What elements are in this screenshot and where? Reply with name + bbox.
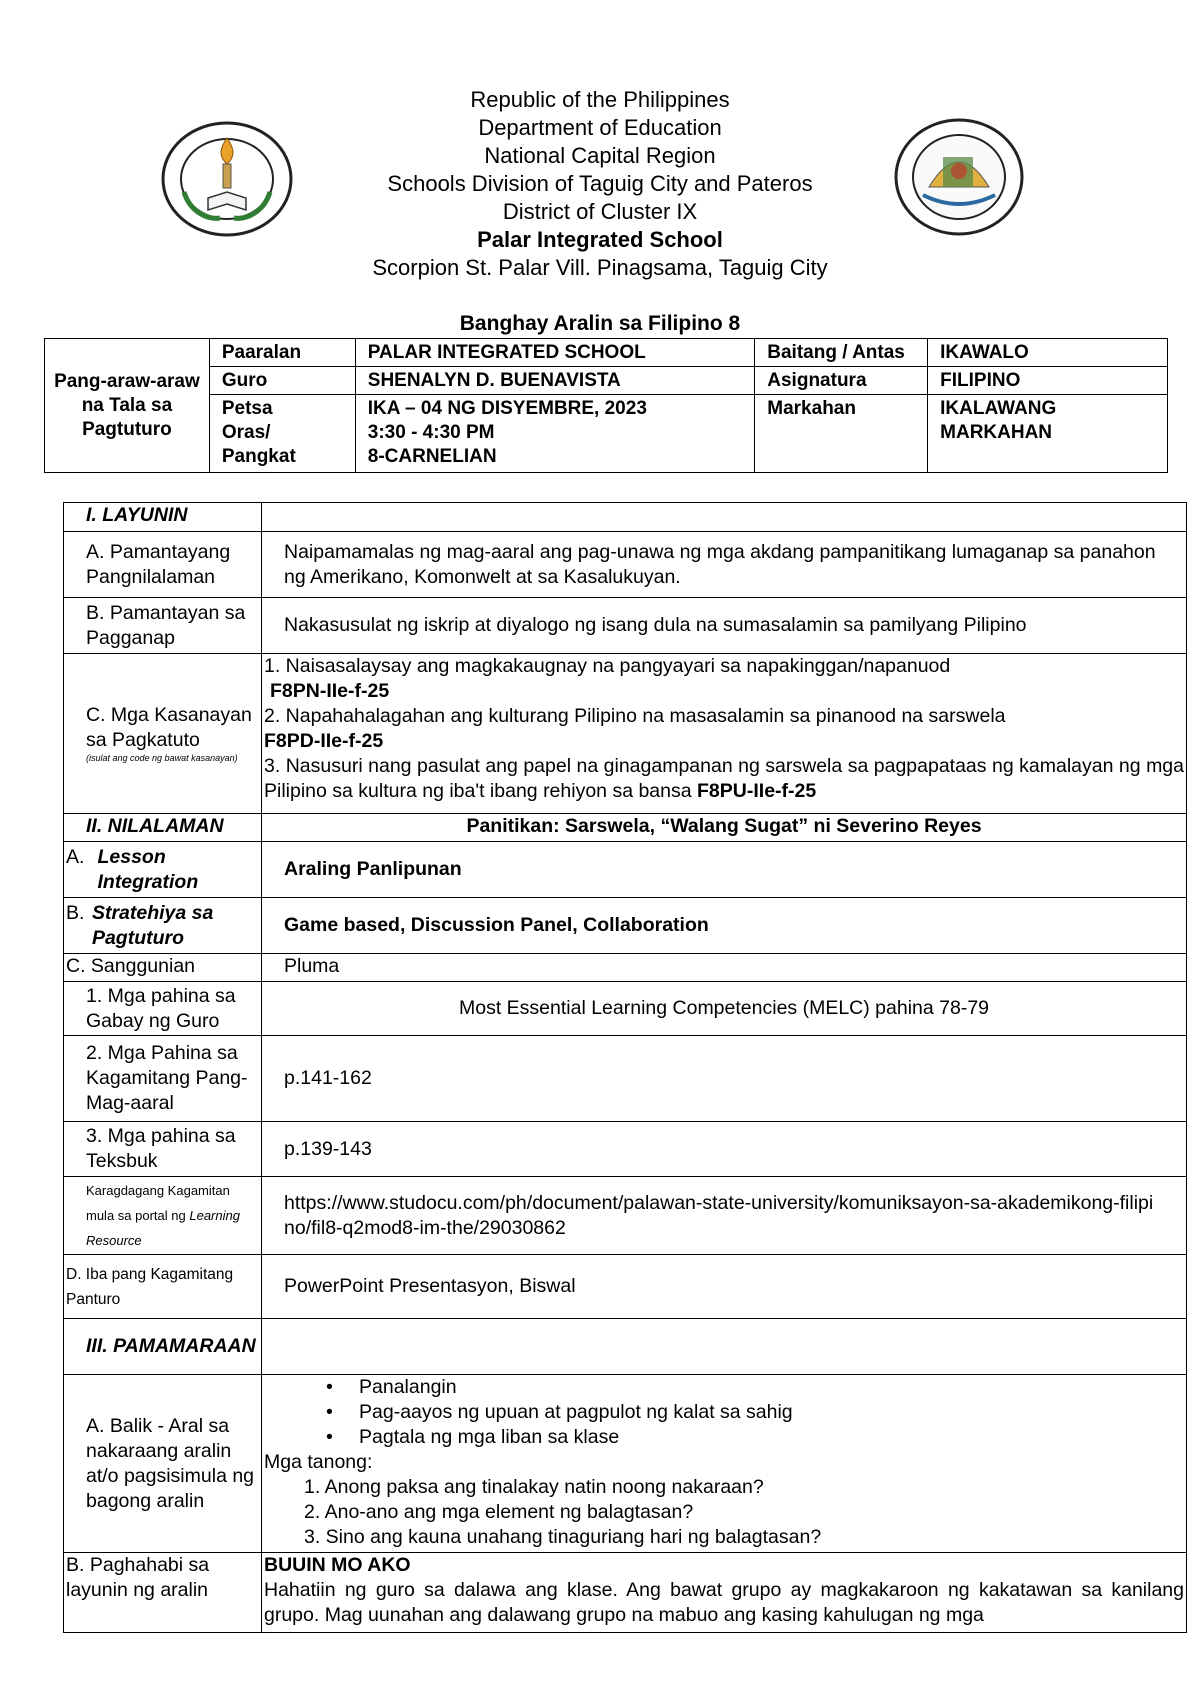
balik-aral-label: A. Balik - Aral sa nakaraang aralin at/o pagsisimula ng bagong aralin (64, 1375, 262, 1553)
list-item: 2. Ano-ano ang mga element ng balagtasan? (304, 1501, 694, 1523)
school-address: Scorpion St. Palar Vill. Pinagsama, Taguig City (372, 255, 828, 280)
activity-list (264, 1375, 1184, 1450)
iba-pang-kagamitan-value: PowerPoint Presentasyon, Biswal (262, 1255, 1187, 1319)
sanggunian-value: Pluma (262, 954, 1187, 982)
markahan-value: IKALAWANG MARKAHAN (928, 395, 1168, 473)
paghahabi-heading: BUUIN MO AKO (264, 1554, 411, 1576)
kasanayan-code-3: F8PU-IIe-f-25 (697, 780, 817, 802)
pamantayan-sa-pagganap-label: B. Pamantayan sa Pagganap (64, 598, 262, 654)
lesson-plan-table (63, 502, 1187, 1633)
list-item: • Pagtala ng mga liban sa klase (264, 1425, 1184, 1450)
paaralan-value: PALAR INTEGRATED SCHOOL (355, 339, 755, 367)
header-line: Department of Education (478, 115, 722, 140)
gabay-guro-label: 1. Mga pahina sa Gabay ng Guro (64, 982, 262, 1036)
kasanayan-note: (isulat ang code ng bawat kasanayan) (86, 753, 238, 763)
document-title: Banghay Aralin sa Filipino 8 (459, 312, 741, 335)
guro-label: Guro (209, 367, 355, 395)
lesson-integration-label-cell (64, 842, 262, 898)
document-header (0, 86, 1200, 282)
stratehiya-value: Game based, Discussion Panel, Collaboration (262, 898, 1187, 954)
teksbuk-label: 3. Mga pahina sa Teksbuk (64, 1122, 262, 1177)
kagamitang-mag-aaral-label: 2. Mga Pahina sa Kagamitang Pang- Mag-aaral (64, 1036, 262, 1122)
question-list (264, 1475, 1184, 1550)
header-line: National Capital Region (484, 143, 716, 168)
kasanayan-item-3: 3. Nasusuri nang pasulat ang papel na ginagampanan ng sarswela sa pagpapataas ng kamalayan ng mga Pilipino sa kultura ng iba't ibang rehiyon sa bansa (264, 755, 1184, 802)
school-name: Palar Integrated School (477, 227, 723, 252)
lesson-integration-value: Araling Panlipunan (262, 842, 1187, 898)
sanggunian-label: C. Sanggunian (64, 954, 262, 982)
oras-value: 3:30 - 4:30 PM (367, 422, 495, 443)
paghahabi-label: B. Paghahabi sa layunin ng aralin (64, 1553, 262, 1633)
list-item: 1. Anong paksa ang tinalakay natin noong nakaraan? (304, 1476, 764, 1498)
paaralan-label: Paaralan (209, 339, 355, 367)
asignatura-value: FILIPINO (928, 367, 1168, 395)
petsa-value: IKA – 04 NG DISYEMBRE, 2023 (367, 398, 647, 419)
layunin-heading: I. LAYUNIN (64, 503, 262, 532)
kasanayan-label: C. Mga Kasanayan sa Pagkatuto (86, 704, 252, 751)
pangkat-value: 8-CARNELIAN (367, 446, 497, 467)
list-item: • Pag-aayos ng upuan at pagpulot ng kalat sa sahig (264, 1400, 1184, 1425)
stratehiya-label-cell (64, 898, 262, 954)
teksbuk-value: p.139-143 (262, 1122, 1187, 1177)
gabay-guro-value: Most Essential Learning Competencies (MELC) pahina 78-79 (262, 982, 1187, 1036)
kasanayan-item-2: 2. Napahahalagahan ang kulturang Pilipino na masasalamin sa pinanood na sarswela (264, 705, 1006, 727)
prefix: A. (66, 845, 85, 868)
list-item: 3. Sino ang kauna unahang tinaguriang hari ng balagtasan? (304, 1526, 822, 1548)
kasanayan-label-cell (64, 654, 262, 814)
kasanayan-code-2: F8PD-IIe-f-25 (264, 730, 384, 752)
paghahabi-text: Hahatiin ng guro sa dalawa ang klase. Ang bawat grupo ay magkakaroon ng kakatawan sa kanilang grupo. Mag uunahan ang dalawang grupo na mabuo ang kasing kahulugan ng mga (264, 1579, 1184, 1626)
baitang-label: Baitang / Antas (755, 339, 928, 367)
side-label: Pang-araw-araw na Tala sa Pagtuturo (45, 339, 210, 473)
kagamitang-mag-aaral-value: p.141-162 (262, 1036, 1187, 1122)
oras-label: Oras/ (221, 422, 271, 443)
resource-link[interactable]: https://www.studocu.com/ph/document/palawan-state-university/komuniksayon-sa-akademikong-filipino/fil8-q2mod8-im-the/29030862 (262, 1177, 1187, 1255)
guro-value: SHENALYN D. BUENAVISTA (355, 367, 755, 395)
petsa-label: Petsa (221, 398, 273, 419)
pamamaraan-heading: III. PAMAMARAAN (64, 1319, 262, 1375)
karagdagang-kagamitan-label-cell (64, 1177, 262, 1255)
lesson-info-table (44, 338, 1168, 473)
pamantayang-pangnilalaman-value: Naipamamalas ng mag-aaral ang pag-unawa ng mga akdang pampanitikang lumaganap sa panahon ng Amerikano, Komonwelt at sa Kasalukuyan. (262, 532, 1187, 598)
paghahabi-value (262, 1553, 1187, 1633)
empty-cell (262, 503, 1187, 532)
iba-pang-kagamitan-label: D. Iba pang Kagamitang Panturo (64, 1255, 262, 1319)
petsa-oras-pangkat-label (209, 395, 355, 473)
list-item: • Panalangin (264, 1375, 1184, 1400)
kasanayan-code-1: F8PN-IIe-f-25 (270, 680, 390, 702)
stratehiya-label: Stratehiya sa Pagtuturo (91, 901, 214, 949)
empty-cell (262, 1319, 1187, 1375)
kasanayan-item-1: 1. Naisasalaysay ang magkakaugnay na pangyayari sa napakinggan/napanuod (264, 655, 951, 677)
pamantayan-sa-pagganap-value: Nakasusulat ng iskrip at diyalogo ng isang dula na sumasalamin sa pamilyang Pilipino (262, 598, 1187, 654)
learning-resource-label: Learning Resource (86, 1208, 240, 1248)
pangkat-label: Pangkat (221, 446, 296, 467)
questions-label: Mga tanong: (264, 1451, 373, 1473)
asignatura-label: Asignatura (755, 367, 928, 395)
prefix: B. (66, 901, 85, 924)
nilalaman-heading: II. NILALAMAN (64, 814, 262, 842)
header-line: Schools Division of Taguig City and Pateros (387, 171, 813, 196)
kasanayan-value (262, 654, 1187, 814)
nilalaman-value: Panitikan: Sarswela, “Walang Sugat” ni Severino Reyes (262, 814, 1187, 842)
pamantayang-pangnilalaman-label: A. Pamantayang Pangnilalaman (64, 532, 262, 598)
balik-aral-value (262, 1375, 1187, 1553)
baitang-value: IKAWALO (928, 339, 1168, 367)
header-line: Republic of the Philippines (470, 87, 730, 112)
markahan-label: Markahan (755, 395, 928, 473)
petsa-oras-pangkat-value (355, 395, 755, 473)
header-line: District of Cluster IX (502, 199, 698, 224)
karagdagang-kagamitan-label: Karagdagang Kagamitan mula sa portal ng (86, 1183, 230, 1223)
lesson-integration-label: Lesson Integration (97, 845, 199, 893)
